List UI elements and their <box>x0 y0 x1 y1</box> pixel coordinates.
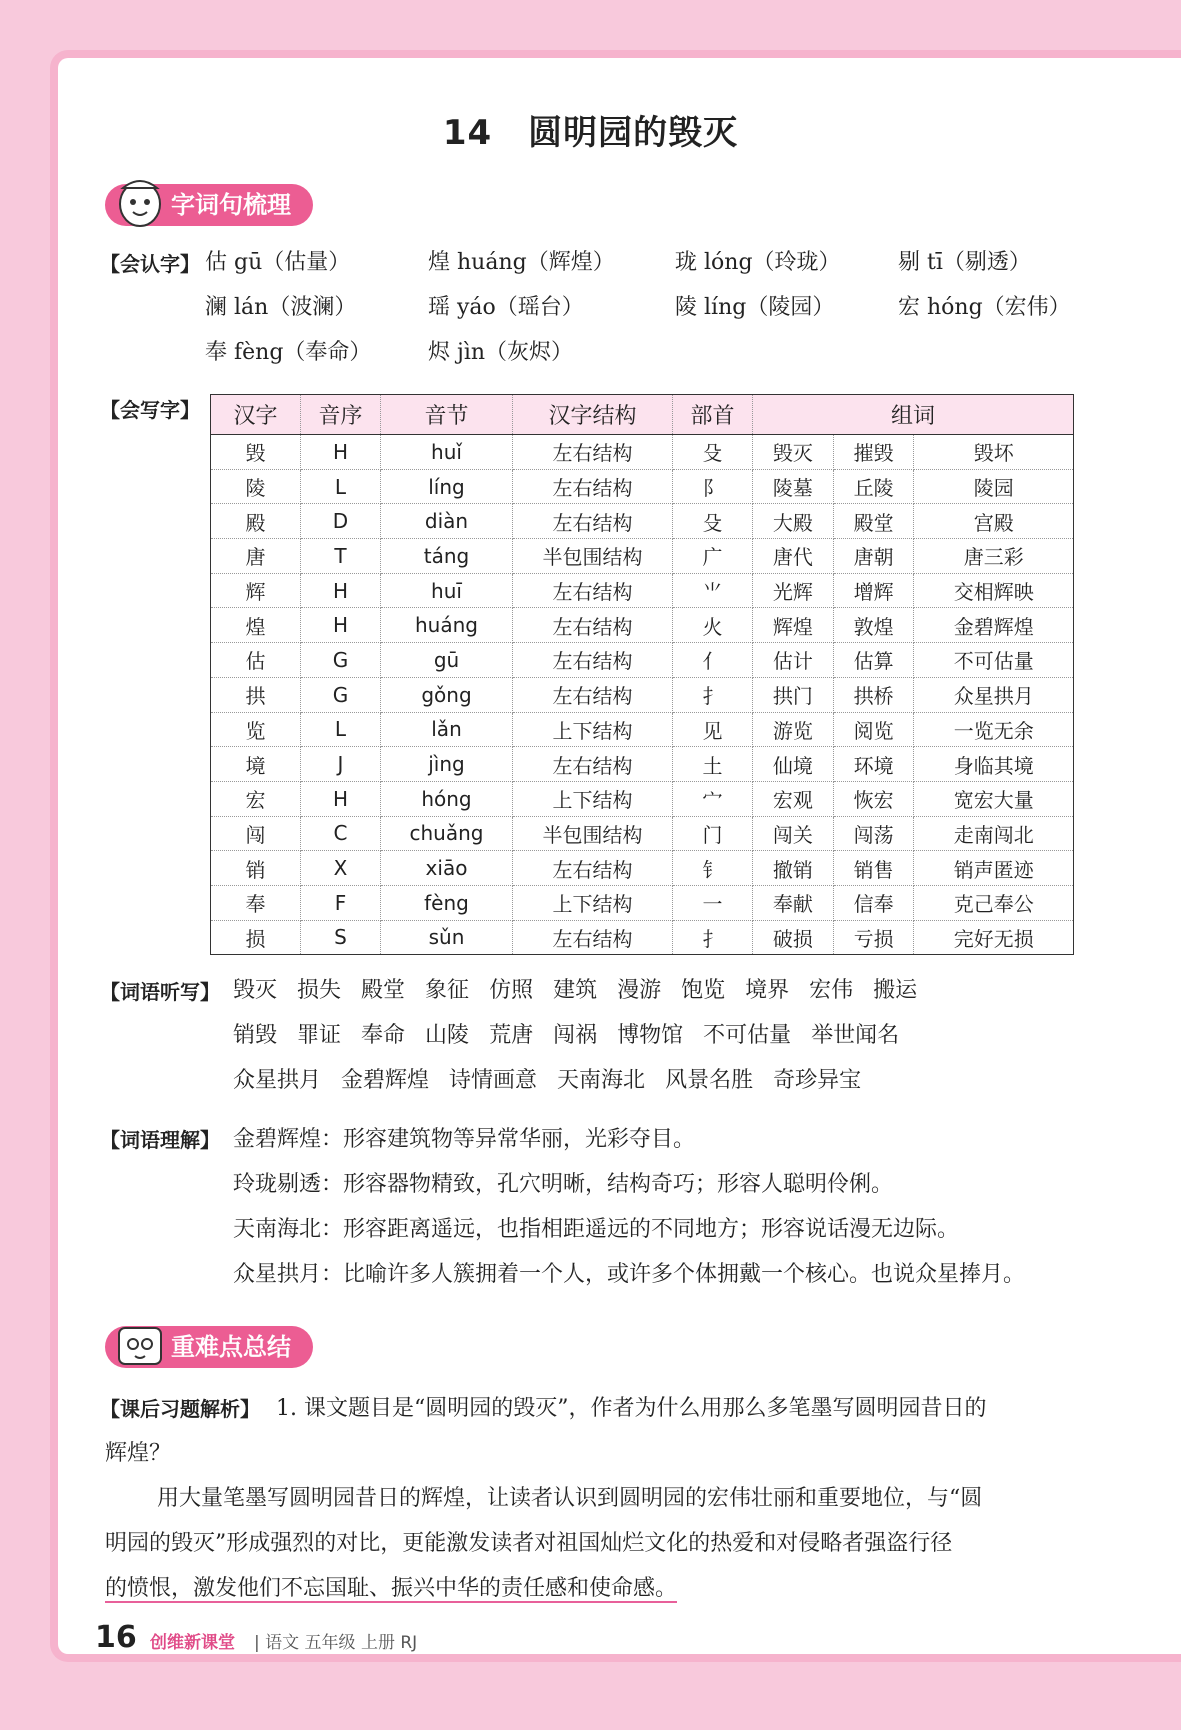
table-cell: 左右结构 <box>513 677 673 712</box>
jiexi-question: 1. 课文题目是“圆明园的毁灭”，作者为什么用那么多笔墨写圆明园昔日的 <box>276 1396 987 1421</box>
table-cell: 宽宏大量 <box>914 781 1074 816</box>
table-cell: 闯 <box>211 816 301 851</box>
tingxie-line <box>233 973 937 1004</box>
table-cell: 宫殿 <box>914 504 1074 539</box>
table-cell: 左右结构 <box>513 573 673 608</box>
table-cell: L <box>301 712 381 747</box>
table-cell: 拱门 <box>753 677 834 712</box>
table-header-row <box>211 395 1074 435</box>
table-cell: 销 <box>211 851 301 886</box>
table-cell: 见 <box>673 712 753 747</box>
table-cell: 大殿 <box>753 504 834 539</box>
table-cell: 阅览 <box>833 712 914 747</box>
dictation-word: 仿照 <box>489 978 534 1003</box>
table-cell: chuǎng <box>381 816 513 851</box>
table-cell: 亻 <box>673 643 753 678</box>
xiezi-label: 【会写字】 <box>100 398 200 422</box>
table-cell: 奉 <box>211 885 301 920</box>
table-cell: X <box>301 851 381 886</box>
table-cell: 扌 <box>673 920 753 955</box>
dictation-word: 众星拱月 <box>233 1068 322 1093</box>
table-cell: 众星拱月 <box>914 677 1074 712</box>
dictation-word: 诗情画意 <box>449 1068 538 1093</box>
table-cell: 左右结构 <box>513 851 673 886</box>
table-cell: 仙境 <box>753 747 834 782</box>
table-row <box>211 539 1074 574</box>
table-cell: ⺌ <box>673 573 753 608</box>
table-cell: 亏损 <box>833 920 914 955</box>
dictation-word: 漫游 <box>617 978 662 1003</box>
table-cell: G <box>301 643 381 678</box>
col-header: 音序 <box>301 395 381 435</box>
table-cell: L <box>301 469 381 504</box>
table-cell: H <box>301 435 381 470</box>
dictation-word: 奉命 <box>361 1023 406 1048</box>
table-cell: F <box>301 885 381 920</box>
lijie-item: 众星拱月：比喻许多人簇拥着一个人，或许多个体拥戴一个核心。也说众星捧月。 <box>233 1262 1026 1287</box>
table-cell: H <box>301 573 381 608</box>
col-header: 汉字 <box>211 395 301 435</box>
tingxie-line <box>233 1063 881 1094</box>
table-cell: 游览 <box>753 712 834 747</box>
table-cell: huī <box>381 573 513 608</box>
table-cell: 唐三彩 <box>914 539 1074 574</box>
table-cell: 克己奉公 <box>914 885 1074 920</box>
renzi-item: 奉 fèng（奉命） <box>205 340 372 365</box>
table-cell: 上下结构 <box>513 781 673 816</box>
table-cell: 左右结构 <box>513 504 673 539</box>
table-cell: 阝 <box>673 469 753 504</box>
table-cell: 门 <box>673 816 753 851</box>
table-cell: 宀 <box>673 781 753 816</box>
table-cell: 估 <box>211 643 301 678</box>
dictation-word: 荒唐 <box>489 1023 534 1048</box>
table-cell: fèng <box>381 885 513 920</box>
col-header: 组词 <box>753 395 1074 435</box>
col-header: 汉字结构 <box>513 395 673 435</box>
tingxie-label: 【词语听写】 <box>100 980 220 1004</box>
dictation-word: 天南海北 <box>557 1068 646 1093</box>
lesson-title: 圆明园的毁灭 <box>528 113 739 153</box>
table-cell: 交相辉映 <box>914 573 1074 608</box>
table-cell: 扌 <box>673 677 753 712</box>
table-cell: 陵园 <box>914 469 1074 504</box>
renzi-item: 宏 hóng（宏伟） <box>898 295 1071 320</box>
dictation-word: 山陵 <box>425 1023 470 1048</box>
table-cell: 左右结构 <box>513 747 673 782</box>
table-cell: G <box>301 677 381 712</box>
table-cell: 毁坏 <box>914 435 1074 470</box>
table-cell: 土 <box>673 747 753 782</box>
table-cell: gū <box>381 643 513 678</box>
table-cell: huǐ <box>381 435 513 470</box>
table-cell: 宏观 <box>753 781 834 816</box>
dictation-word: 境界 <box>745 978 790 1003</box>
table-row <box>211 712 1074 747</box>
table-cell: 金碧辉煌 <box>914 608 1074 643</box>
table-cell: J <box>301 747 381 782</box>
table-cell: 半包围结构 <box>513 816 673 851</box>
table-cell: 销声匿迹 <box>914 851 1074 886</box>
table-cell: 身临其境 <box>914 747 1074 782</box>
mascot-icon <box>113 172 167 230</box>
table-row <box>211 608 1074 643</box>
dictation-word: 闯祸 <box>553 1023 598 1048</box>
table-cell: H <box>301 781 381 816</box>
renzi-item: 估 gū（估量） <box>205 250 351 275</box>
lesson-number: 14 <box>442 113 493 153</box>
table-cell: 览 <box>211 712 301 747</box>
table-cell: 一览无余 <box>914 712 1074 747</box>
table-row <box>211 643 1074 678</box>
dictation-word: 风景名胜 <box>665 1068 754 1093</box>
dictation-word: 博物馆 <box>617 1023 684 1048</box>
book-info: | 语文 五年级 上册 RJ <box>254 1633 418 1653</box>
lijie-item: 金碧辉煌：形容建筑物等异常华丽，光彩夺目。 <box>233 1127 696 1152</box>
col-header: 音节 <box>381 395 513 435</box>
table-cell: 左右结构 <box>513 643 673 678</box>
page-number: 16 <box>95 1620 137 1655</box>
table-cell: 陵 <box>211 469 301 504</box>
jiexi-answer-line <box>105 1571 677 1602</box>
table-cell: 辉 <box>211 573 301 608</box>
dictation-word: 饱览 <box>681 978 726 1003</box>
dictation-word: 建筑 <box>553 978 598 1003</box>
renzi-item: 陵 líng（陵园） <box>675 295 835 320</box>
table-row <box>211 920 1074 955</box>
table-cell: 奉献 <box>753 885 834 920</box>
table-cell: 半包围结构 <box>513 539 673 574</box>
brand-name: 创维新课堂 <box>150 1633 235 1653</box>
renzi-item: 澜 lán（波澜） <box>205 295 357 320</box>
table-cell: 火 <box>673 608 753 643</box>
table-cell: 完好无损 <box>914 920 1074 955</box>
table-cell: 殿堂 <box>833 504 914 539</box>
section-label: 重难点总结 <box>171 1333 291 1361</box>
table-cell: 拱桥 <box>833 677 914 712</box>
table-cell: 唐代 <box>753 539 834 574</box>
table-cell: lǎn <box>381 712 513 747</box>
table-cell: 左右结构 <box>513 435 673 470</box>
table-row <box>211 504 1074 539</box>
mascot-book-icon <box>113 1314 167 1372</box>
table-cell: hóng <box>381 781 513 816</box>
dictation-word: 销毁 <box>233 1023 278 1048</box>
table-cell: 煌 <box>211 608 301 643</box>
table-cell: 撤销 <box>753 851 834 886</box>
table-cell: 左右结构 <box>513 469 673 504</box>
table-cell: 殳 <box>673 435 753 470</box>
table-cell: 广 <box>673 539 753 574</box>
table-row <box>211 816 1074 851</box>
table-cell: 境 <box>211 747 301 782</box>
page-title <box>0 105 1181 154</box>
dictation-word: 搬运 <box>873 978 918 1003</box>
dictation-word: 损失 <box>297 978 342 1003</box>
renzi-label: 【会认字】 <box>100 252 200 276</box>
table-cell: 毁 <box>211 435 301 470</box>
renzi-item: 珑 lóng（玲珑） <box>675 250 841 275</box>
table-cell: 左右结构 <box>513 920 673 955</box>
table-cell: 破损 <box>753 920 834 955</box>
table-cell: líng <box>381 469 513 504</box>
table-cell: 上下结构 <box>513 885 673 920</box>
table-cell: 信奉 <box>833 885 914 920</box>
table-cell: 闯关 <box>753 816 834 851</box>
table-cell: H <box>301 608 381 643</box>
renzi-item: 瑶 yáo（瑶台） <box>428 295 584 320</box>
table-cell: 摧毁 <box>833 435 914 470</box>
jiexi-answer-line: 用大量笔墨写圆明园昔日的辉煌，让读者认识到圆明园的宏伟壮丽和重要地位，与“圆 <box>157 1486 983 1511</box>
section-header-keypoints <box>105 1326 313 1368</box>
table-row <box>211 747 1074 782</box>
table-cell: 闯荡 <box>833 816 914 851</box>
answer-underlined: 的愤恨，激发他们不忘国耻、振兴中华的责任感和使命感。 <box>105 1576 678 1601</box>
table-cell: 上下结构 <box>513 712 673 747</box>
table-row <box>211 781 1074 816</box>
table-row <box>211 885 1074 920</box>
renzi-item: 煌 huáng（辉煌） <box>428 250 615 275</box>
table-row <box>211 573 1074 608</box>
table-cell: 损 <box>211 920 301 955</box>
dictation-word: 举世闻名 <box>811 1023 900 1048</box>
table-row <box>211 435 1074 470</box>
table-cell: 环境 <box>833 747 914 782</box>
dictation-word: 毁灭 <box>233 978 278 1003</box>
table-cell: táng <box>381 539 513 574</box>
table-cell: 不可估量 <box>914 643 1074 678</box>
table-cell: sǔn <box>381 920 513 955</box>
table-cell: D <box>301 504 381 539</box>
table-cell: 一 <box>673 885 753 920</box>
table-cell: 唐 <box>211 539 301 574</box>
table-cell: 钅 <box>673 851 753 886</box>
table-row <box>211 851 1074 886</box>
table-cell: 毁灭 <box>753 435 834 470</box>
dictation-word: 宏伟 <box>809 978 854 1003</box>
tingxie-line <box>233 1018 919 1049</box>
table-cell: 殿 <box>211 504 301 539</box>
table-cell: T <box>301 539 381 574</box>
dictation-word: 金碧辉煌 <box>341 1068 430 1093</box>
dictation-word: 不可估量 <box>703 1023 792 1048</box>
renzi-item: 剔 tī（剔透） <box>898 250 1031 275</box>
table-cell: 拱 <box>211 677 301 712</box>
lijie-item: 玲珑剔透：形容器物精致，孔穴明晰，结构奇巧；形容人聪明伶俐。 <box>233 1172 894 1197</box>
table-cell: 陵墓 <box>753 469 834 504</box>
table-cell: 走南闯北 <box>914 816 1074 851</box>
section-header-vocab <box>105 184 313 226</box>
table-cell: gǒng <box>381 677 513 712</box>
table-cell: 殳 <box>673 504 753 539</box>
xiezi-table <box>210 394 1074 955</box>
jiexi-answer-line: 明园的毁灭”形成强烈的对比，更能激发读者对祖国灿烂文化的热爱和对侵略者强盗行径 <box>105 1531 953 1556</box>
renzi-item: 烬 jìn（灰烬） <box>428 340 574 365</box>
table-cell: 估算 <box>833 643 914 678</box>
table-cell: 唐朝 <box>833 539 914 574</box>
table-cell: 丘陵 <box>833 469 914 504</box>
table-cell: 估计 <box>753 643 834 678</box>
jiexi-question-cont: 辉煌？ <box>105 1441 172 1466</box>
table-cell: 宏 <box>211 781 301 816</box>
table-cell: 销售 <box>833 851 914 886</box>
table-cell: 敦煌 <box>833 608 914 643</box>
table-cell: 光辉 <box>753 573 834 608</box>
table-cell: diàn <box>381 504 513 539</box>
table-cell: C <box>301 816 381 851</box>
lijie-item: 天南海北：形容距离遥远，也指相距遥远的不同地方；形容说话漫无边际。 <box>233 1217 960 1242</box>
table-cell: 恢宏 <box>833 781 914 816</box>
jiexi-label: 【课后习题解析】 <box>100 1397 260 1421</box>
dictation-word: 殿堂 <box>361 978 406 1003</box>
col-header: 部首 <box>673 395 753 435</box>
lijie-label: 【词语理解】 <box>100 1128 220 1152</box>
section-label: 字词句梳理 <box>171 191 291 219</box>
dictation-word: 象征 <box>425 978 470 1003</box>
dictation-word: 罪证 <box>297 1023 342 1048</box>
table-cell: 左右结构 <box>513 608 673 643</box>
table-cell: 增辉 <box>833 573 914 608</box>
table-cell: 辉煌 <box>753 608 834 643</box>
table-cell: huáng <box>381 608 513 643</box>
table-cell: S <box>301 920 381 955</box>
table-cell: jìng <box>381 747 513 782</box>
dictation-word: 奇珍异宝 <box>773 1068 862 1093</box>
table-cell: xiāo <box>381 851 513 886</box>
table-row <box>211 677 1074 712</box>
table-row <box>211 469 1074 504</box>
